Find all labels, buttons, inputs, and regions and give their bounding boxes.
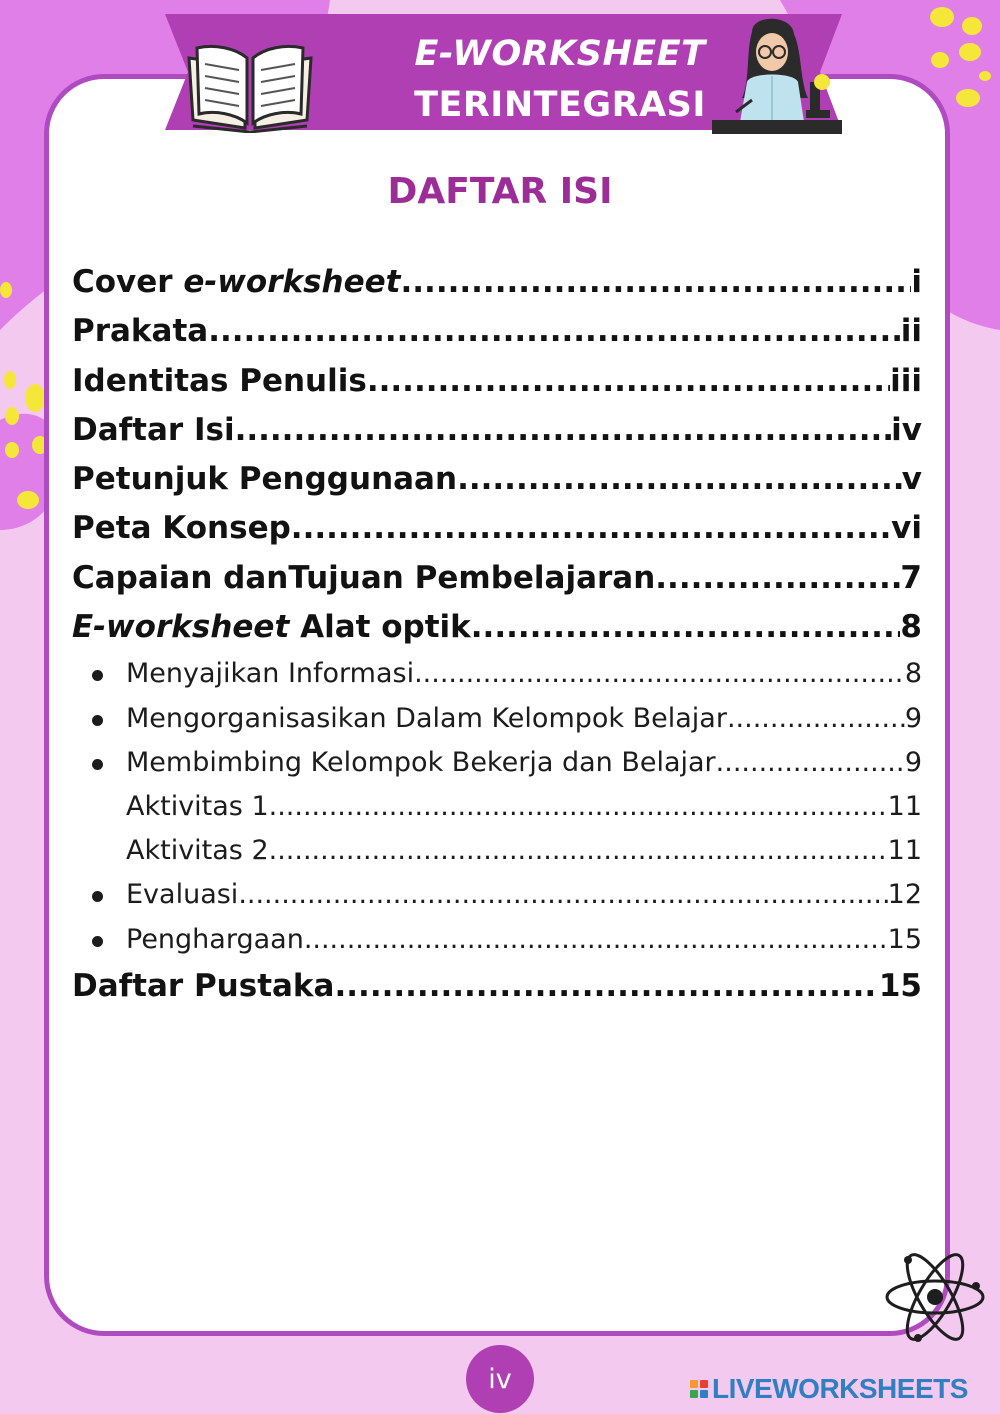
toc-leader [716,741,905,785]
header-banner [160,10,850,169]
toc-label: Mengorganisasikan Dalam Kelompok Belajar [126,702,727,734]
page-title: DAFTAR ISI [387,171,613,212]
toc-label: Prakata [72,313,209,350]
toc-label: Peta Konsep [72,510,291,547]
toc-subentry-penghargaan[interactable] [72,918,922,962]
toc-page: v [901,461,922,498]
toc-page: 11 [887,790,922,822]
toc-label: E-worksheet Alat optik [72,609,471,646]
toc-label: Daftar Isi [72,411,235,448]
toc-entry-eworksheet-alat-optik[interactable] [72,603,922,652]
liveworksheets-wordmark: LIVEWORKSHEETS [712,1373,968,1404]
page-number-badge: iv [466,1345,534,1413]
toc-page: 8 [904,658,922,690]
toc-subentry-membimbing[interactable] [72,741,922,785]
toc-leader [727,697,905,741]
bullet-icon [92,715,103,726]
toc-label: Daftar Pustaka [72,967,335,1004]
table-of-contents [72,258,922,1011]
toc-page: 7 [900,559,922,596]
toc-leader [414,652,905,696]
bullet-icon [92,759,103,770]
toc-page: 9 [904,702,922,734]
banner-title-line1: E-WORKSHEET [414,34,706,74]
toc-subentry-menyajikan-informasi[interactable] [72,652,922,696]
toc-label: Aktivitas 1 [126,790,269,822]
toc-label: Capaian danTujuan Pembelajaran [72,559,656,596]
toc-leader [235,406,892,455]
toc-page: 15 [887,923,922,955]
toc-leader [238,873,887,917]
toc-page: iv [891,411,922,448]
toc-entry-cover[interactable] [72,258,922,307]
toc-leader [334,962,878,1011]
toc-entry-daftar-pustaka[interactable] [72,962,922,1011]
liveworksheets-mark-icon [690,1380,708,1398]
toc-page: iii [890,362,922,399]
atom-icon [880,1242,990,1352]
toc-leader [471,603,901,652]
toc-label: Penghargaan [126,923,304,955]
toc-entry-capaian-tujuan[interactable] [72,554,922,603]
banner-title-line2: TERINTEGRASI PhET [414,85,706,169]
toc-page: vi [891,510,922,547]
toc-leader [304,918,888,962]
toc-entry-peta-konsep[interactable] [72,504,922,553]
toc-leader [367,357,890,406]
toc-page: 12 [887,879,922,911]
toc-entry-petunjuk-penggunaan[interactable] [72,455,922,504]
toc-leader [457,455,902,504]
toc-label: Membimbing Kelompok Bekerja dan Belajar [126,746,716,778]
open-book-icon [185,28,315,133]
toc-leader [269,829,888,873]
toc-page: 11 [887,835,922,867]
toc-label: Evaluasi [126,879,239,911]
toc-leader [655,554,900,603]
toc-entry-prakata[interactable] [72,307,922,356]
toc-label: Cover e-worksheet [72,264,401,300]
toc-label: Identitas Penulis [72,362,367,399]
toc-leader [291,504,891,553]
toc-leader [401,258,912,307]
toc-page: 8 [900,609,922,646]
bullet-icon [92,936,103,947]
toc-label: Menyajikan Informasi [126,658,415,690]
toc-subentry-aktivitas-1[interactable] [72,785,922,829]
toc-page: i [911,264,922,300]
toc-page: 9 [904,746,922,778]
liveworksheets-logo[interactable] [690,1372,968,1406]
toc-page: ii [900,313,922,350]
toc-subentry-aktivitas-2[interactable] [72,829,922,873]
toc-entry-daftar-isi[interactable] [72,406,922,455]
toc-label: Petunjuk Penggunaan [72,461,458,498]
toc-subentry-mengorganisasikan[interactable] [72,697,922,741]
toc-subentry-evaluasi[interactable] [72,873,922,917]
toc-page: 15 [878,967,922,1004]
toc-entry-identitas-penulis[interactable] [72,357,922,406]
toc-leader [208,307,901,356]
toc-label: Aktivitas 2 [126,835,269,867]
toc-leader [269,785,888,829]
